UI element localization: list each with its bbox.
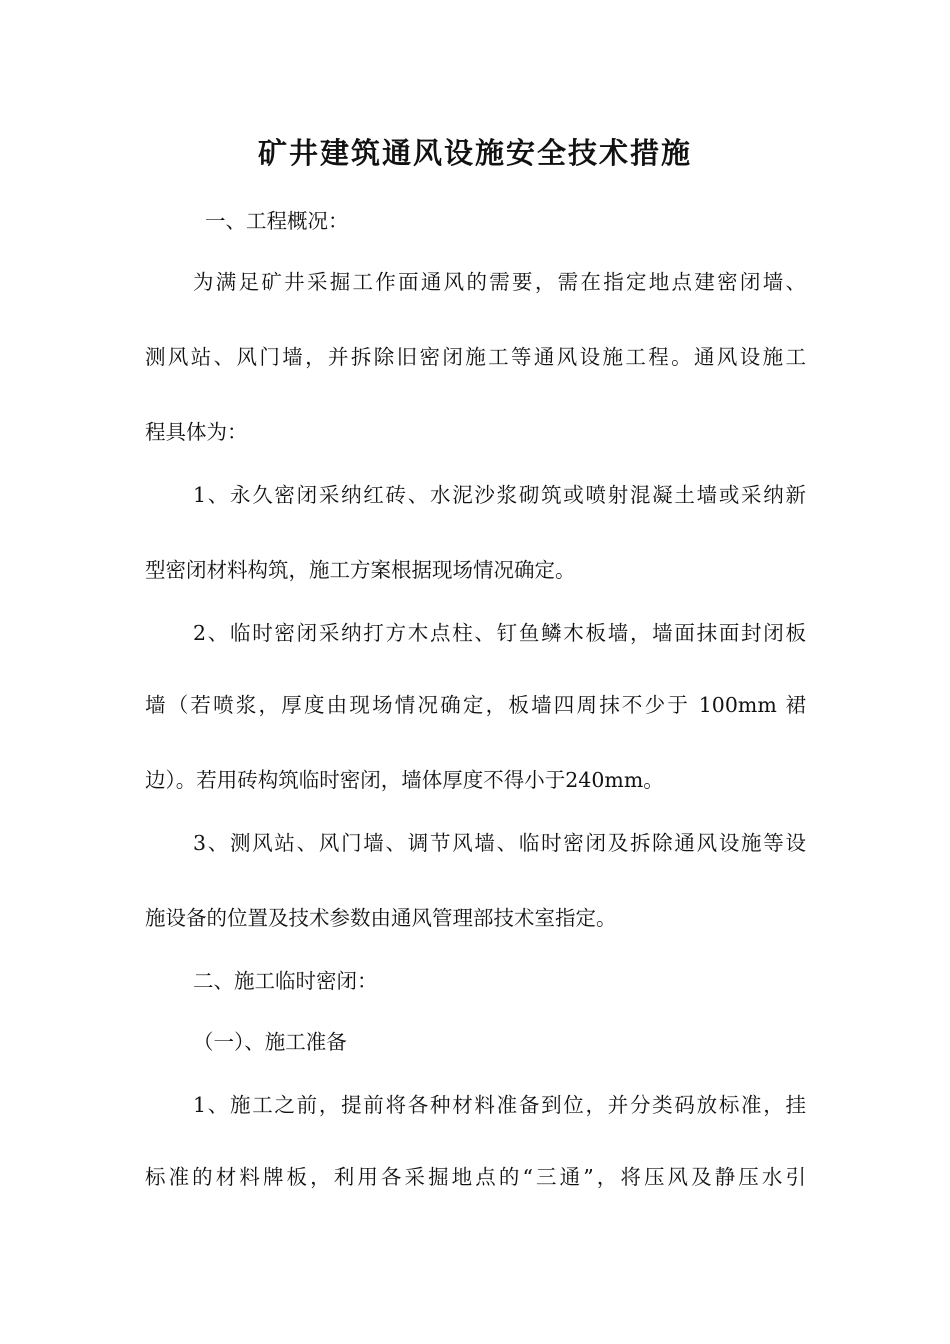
paragraph-line: 测风站、风门墙，并拆除旧密闭施工等通风设施工程。通风设施工 [145,345,806,369]
paragraph-line: 为满足矿井采掘工作面通风的需要，需在指定地点建密闭墙、 [193,270,806,294]
list-item-line: 型密闭材料构筑，施工方案根据现场情况确定。 [145,558,576,582]
paragraph-line: 程具体为： [145,420,248,444]
document-title: 矿井建筑通风设施安全技术措施 [257,136,692,170]
section-heading-overview: 一、工程概况： [205,209,349,233]
list-item-line: 边）。若用砖构筑临时密闭，墙体厚度不得小于240mm。 [145,768,664,792]
list-item-line: 1、施工之前，提前将各种材料准备到位，并分类码放标准，挂 [193,1093,806,1117]
list-item-line: 标准的材料牌板，利用各采掘地点的“三通”，将压风及静压水引 [145,1165,806,1189]
list-item-line: 2、临时密闭采纳打方木点柱、钉鱼鳞木板墙，墙面抹面封闭板 [193,621,806,645]
list-item-line: 施设备的位置及技术参数由通风管理部技术室指定。 [145,906,617,930]
list-item-line: 1、永久密闭采纳红砖、水泥沙浆砌筑或喷射混凝土墙或采纳新 [193,483,806,507]
list-item-line: 墙（若喷浆，厚度由现场情况确定，板墙四周抹不少于 100mm 裙 [145,693,806,717]
subsection-heading-preparation: （一）、施工准备 [193,1030,347,1054]
section-heading-temporary-seal: 二、施工临时密闭： [193,969,378,993]
list-item-line: 3、测风站、风门墙、调节风墙、临时密闭及拆除通风设施等设 [193,831,806,855]
